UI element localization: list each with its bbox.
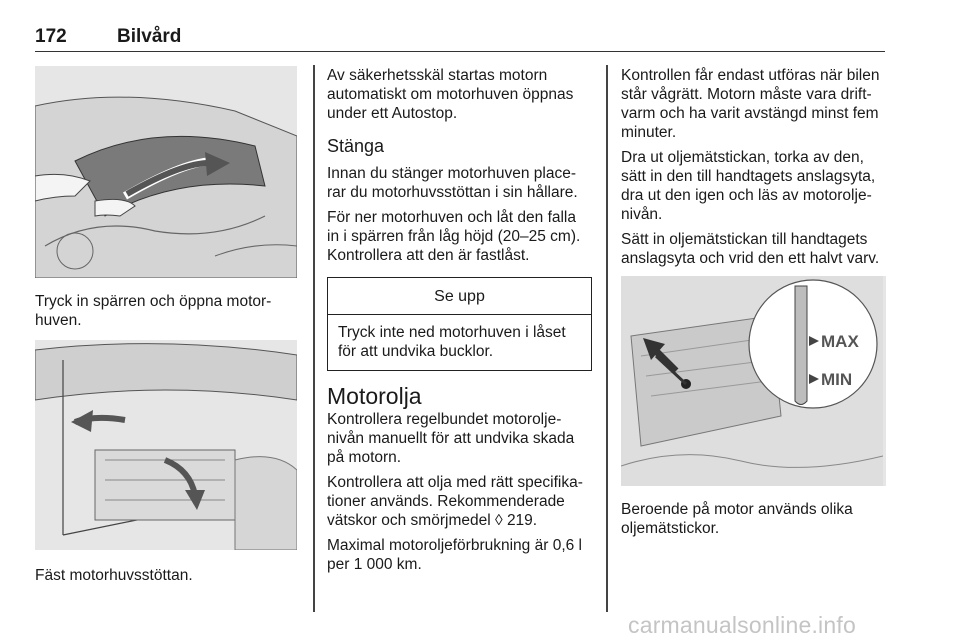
max-label: MAX	[821, 332, 859, 351]
hood-stay-illustration	[35, 340, 297, 550]
figure-caption: Fäst motorhuvsstöttan.	[35, 567, 193, 584]
section-heading-motorolja: Motorolja	[327, 383, 422, 409]
paragraph: Innan du stänger motorhuven place-rar du motorhuvsstöttan i sin hållare.	[327, 165, 578, 201]
paragraph: För ner motorhuven och låt den falla in i spärren från låg höjd (20–25 cm). Kontrollera att den är fastlåst.	[327, 209, 581, 264]
paragraph: Av säkerhetsskäl startas motorn automatiskt om motorhuven öppnas under ett Autostop.	[327, 67, 574, 122]
chapter-title: Bilvård	[117, 26, 182, 47]
caution-title: Se upp	[328, 278, 591, 315]
paragraph: Kontrollen får endast utföras när bilen står vågrätt. Motorn måste vara drift-varm och ha varit avstängd minst fem minuter.	[621, 67, 880, 141]
hood-stay-drawing	[35, 340, 297, 550]
column-divider	[313, 65, 315, 612]
dipstick-drawing	[621, 276, 883, 486]
paragraph: Beroende på motor används olika oljemätstickor.	[621, 501, 853, 537]
watermark: carmanualsonline.info	[628, 612, 856, 638]
column-3	[621, 66, 886, 544]
caution-box	[327, 277, 592, 371]
figure-caption: Tryck in spärren och öppna motor-huven.	[35, 293, 272, 329]
hood-open-illustration	[35, 66, 297, 278]
paragraph: Kontrollera regelbundet motorolje-nivån manuellt för att undvika skada på motorn.	[327, 411, 575, 466]
column-1	[35, 66, 297, 591]
column-divider	[606, 65, 608, 612]
column-2	[327, 66, 592, 580]
page-number: 172	[35, 26, 67, 47]
min-label: MIN	[821, 370, 853, 389]
dipstick-illustration	[621, 276, 886, 486]
caution-text: Tryck inte ned motorhuven i låset för att undvika bucklor.	[338, 324, 566, 360]
paragraph: Dra ut oljemätstickan, torka av den, sätt in den till handtagets anslagsyta, dra ut den igen och läs av motorolje-nivån.	[621, 149, 876, 223]
section-heading-stanga: Stänga	[327, 136, 385, 156]
hood-open-drawing	[35, 66, 297, 278]
page-header	[35, 22, 885, 52]
paragraph: Maximal motoroljeförbrukning är 0,6 l per 1 000 km.	[327, 537, 582, 573]
paragraph: Sätt in oljemätstickan till handtagets anslagsyta och vrid den ett halvt varv.	[621, 231, 880, 267]
paragraph: Kontrollera att olja med rätt specifika-tioner används. Rekommenderade vätskor och smörjmedel ◊ 219.	[327, 474, 583, 529]
